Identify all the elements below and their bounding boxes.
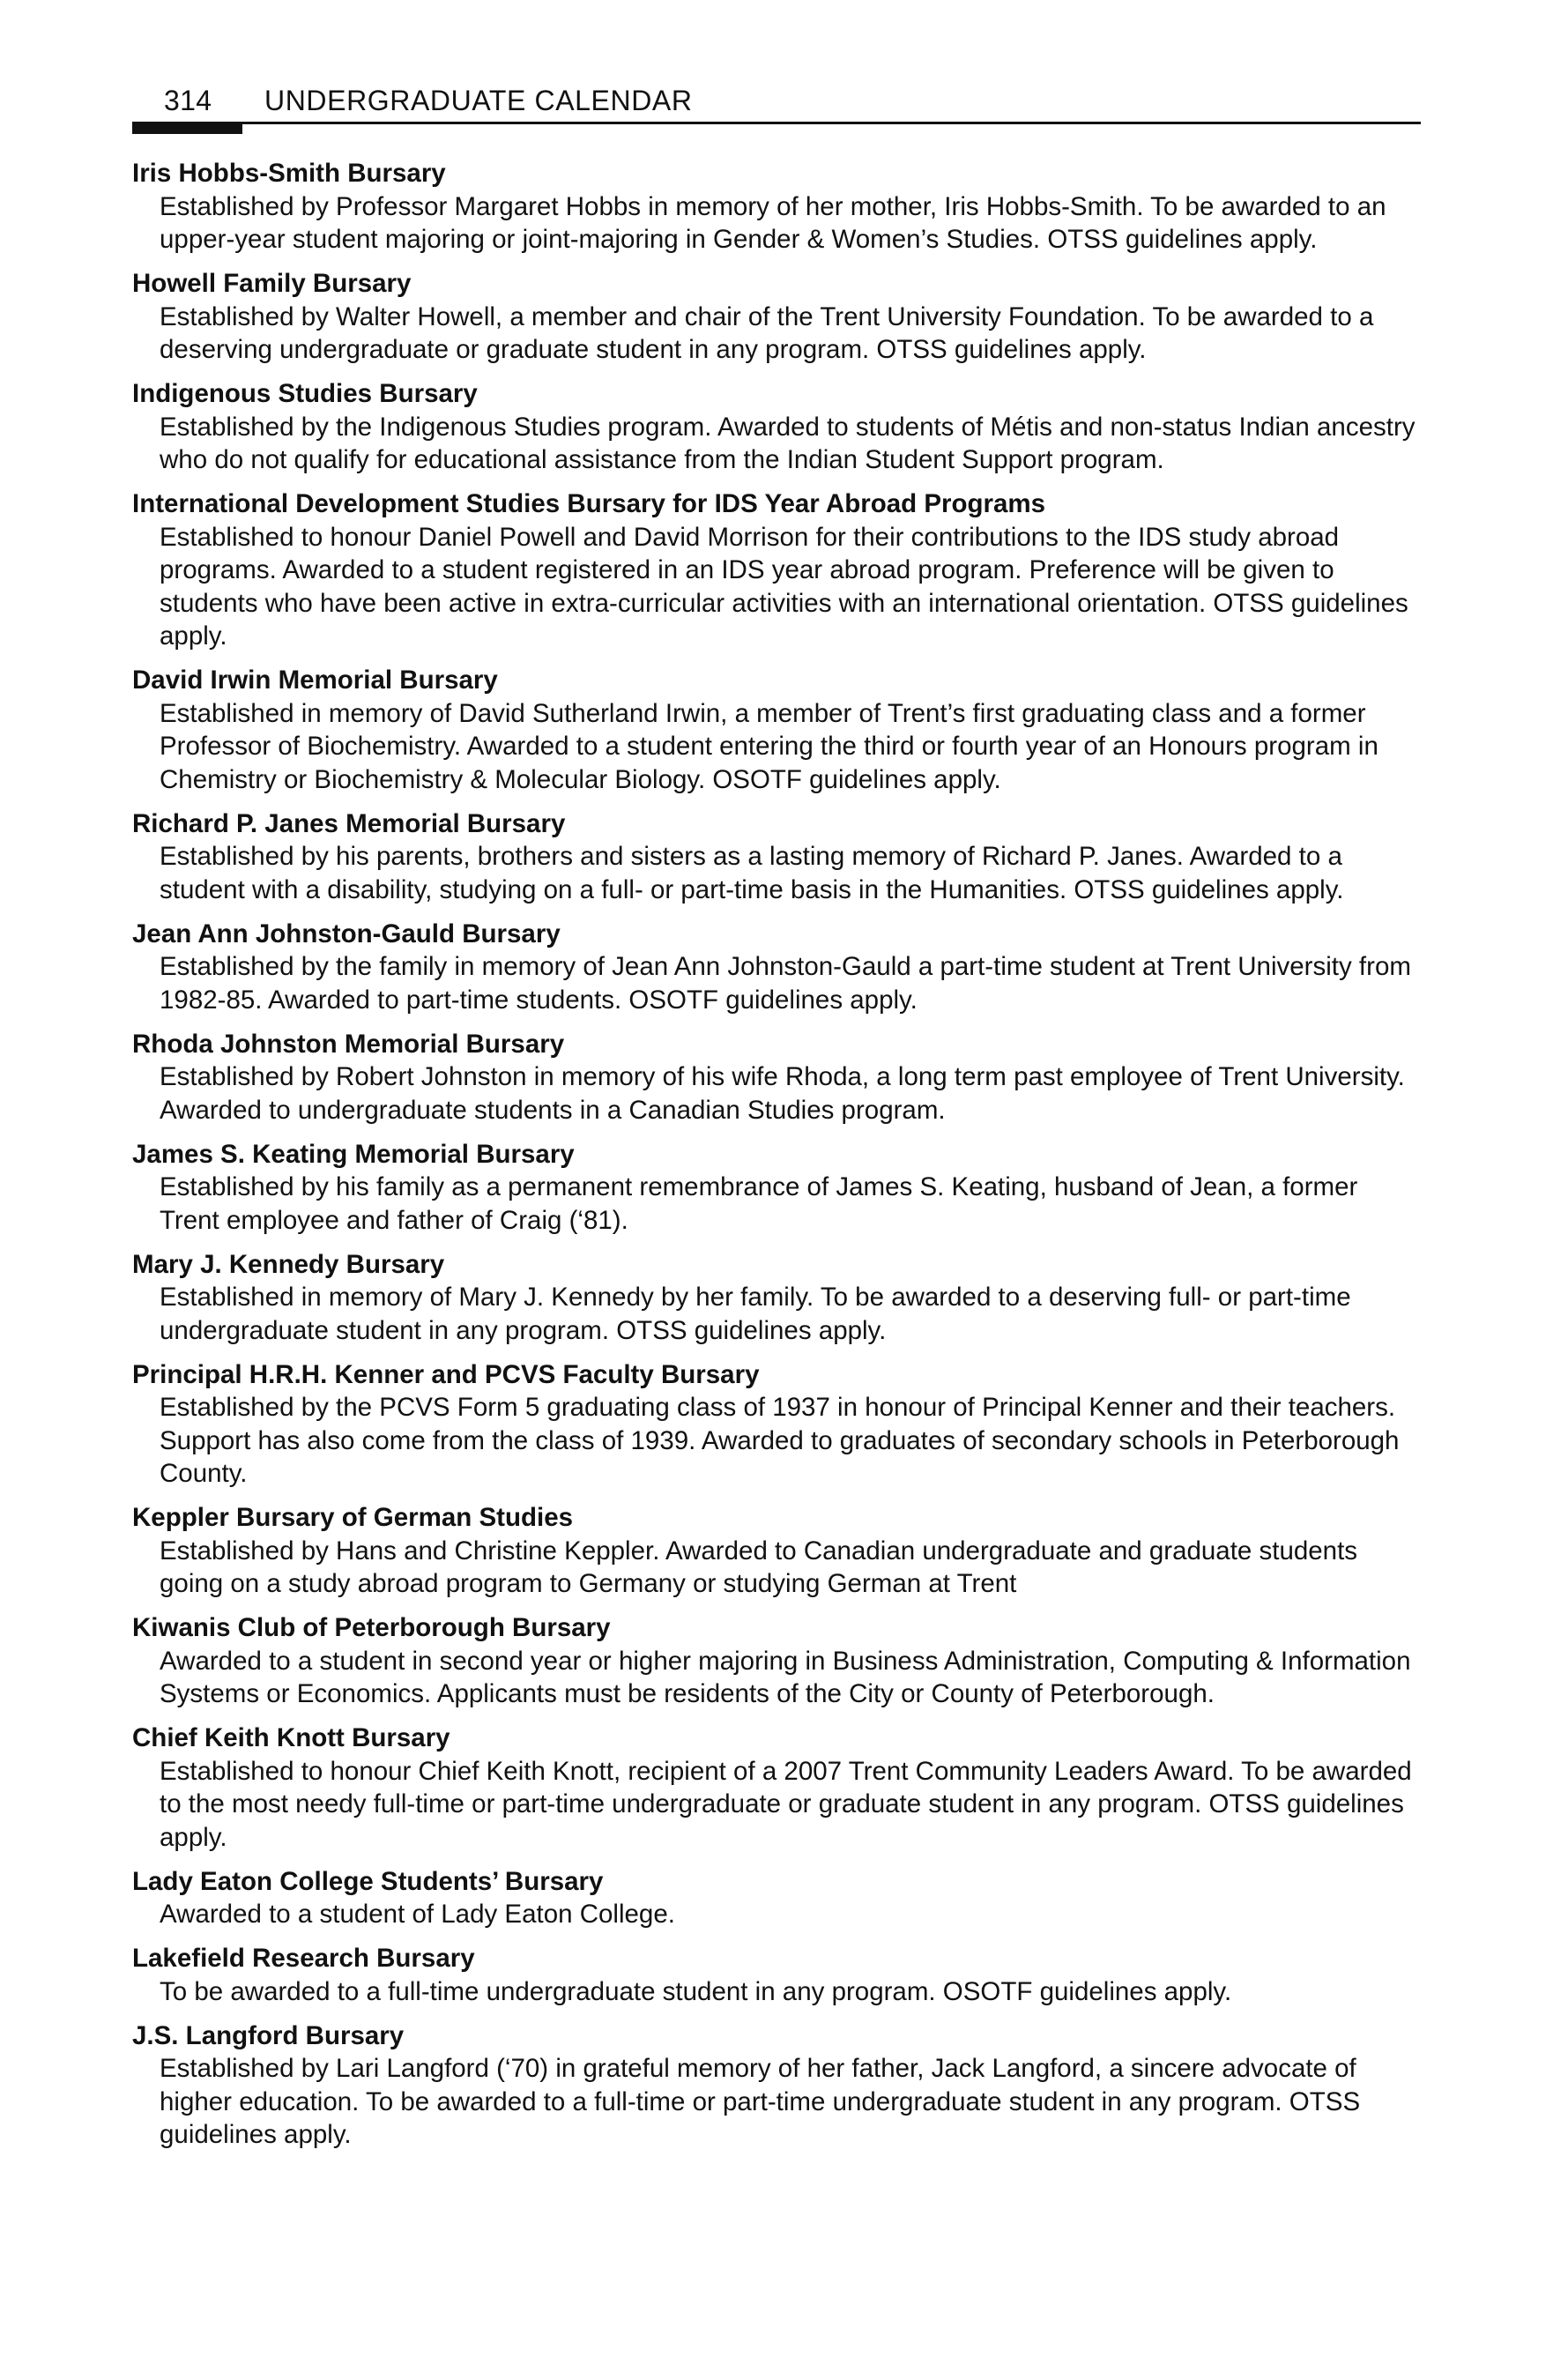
bursary-list — [132, 157, 1423, 2162]
bursary-description: Established by Lari Langford (‘70) in grateful memory of her father, Jack Langford, a sincere advocate of higher education. To be awarded to a full-time or part-time undergraduate student in any program. OTSS guidelines apply. — [160, 2054, 1361, 2149]
bursary-title: James S. Keating Memorial Bursary — [132, 1139, 575, 1169]
bursary-title: J.S. Langford Bursary — [132, 2020, 405, 2050]
bursary-entry — [132, 1248, 1423, 1348]
bursary-title: Mary J. Kennedy Bursary — [132, 1249, 445, 1279]
bursary-description: Established by the Indigenous Studies program. Awarded to students of Métis and non-status Indian ancestry who do not qualify for educational assistance from the Indian Student Support program. — [160, 412, 1416, 474]
bursary-title: Principal H.R.H. Kenner and PCVS Faculty Bursary — [132, 1359, 760, 1389]
page-number: 314 — [164, 85, 212, 116]
bursary-description: Established by his parents, brothers and sisters as a lasting memory of Richard P. Janes. Awarded to a student with a disability, studying on a full- or part-time basis in the Humanities. OTSS guidelines apply. — [160, 842, 1344, 904]
bursary-description: To be awarded to a full-time undergraduate student in any program. OSOTF guidelines apply. — [160, 1976, 1232, 2006]
bursary-description: Established by Professor Margaret Hobbs in memory of her mother, Iris Hobbs-Smith. To be awarded to an upper-year student majoring or joint-majoring in Gender & Women’s Studies. OTSS guidelines apply. — [160, 191, 1386, 254]
bursary-entry — [132, 1138, 1423, 1238]
bursary-entry — [132, 1028, 1423, 1127]
bursary-entry — [132, 487, 1423, 653]
bursary-entry — [132, 267, 1423, 367]
bursary-entry — [132, 1722, 1423, 1854]
bursary-entry — [132, 1358, 1423, 1491]
bursary-title: Kiwanis Club of Peterborough Bursary — [132, 1613, 611, 1642]
bursary-title: Keppler Bursary of German Studies — [132, 1503, 574, 1532]
bursary-title: Lady Eaton College Students’ Bursary — [132, 1866, 604, 1896]
bursary-title: Iris Hobbs-Smith Bursary — [132, 159, 446, 188]
bursary-description: Established to honour Chief Keith Knott, recipient of a 2007 Trent Community Leaders Award. To be awarded to the most needy full-time or part-time undergraduate or graduate student in any program. OTSS guidelines apply. — [160, 1756, 1412, 1852]
bursary-description: Awarded to a student of Lady Eaton College. — [160, 1900, 675, 1929]
bursary-description: Established in memory of David Sutherland Irwin, a member of Trent’s first graduating class and a former Professor of Biochemistry. Awarded to a student entering the third or fourth year of an Honours program in Chemistry or Biochemistry & Molecular Biology. OSOTF guidelines apply. — [160, 698, 1378, 794]
bursary-entry — [132, 2019, 1423, 2152]
header-tab-bar — [132, 124, 242, 134]
bursary-title: International Development Studies Bursary for IDS Year Abroad Programs — [132, 489, 1046, 518]
bursary-title: Richard P. Janes Memorial Bursary — [132, 808, 566, 838]
bursary-description: Established by the PCVS Form 5 graduating class of 1937 in honour of Principal Kenner and their teachers. Support has also come from the class of 1939. Awarded to graduates of secondary schools in Peterborough County. — [160, 1393, 1400, 1488]
bursary-description: Established by Hans and Christine Keppler. Awarded to Canadian undergraduate and graduate students going on a study abroad program to Germany or studying German at Trent — [160, 1536, 1358, 1598]
bursary-title: Jean Ann Johnston-Gauld Bursary — [132, 919, 561, 948]
bursary-entry — [132, 157, 1423, 257]
bursary-entry — [132, 1611, 1423, 1711]
bursary-title: David Irwin Memorial Bursary — [132, 666, 498, 695]
bursary-description: Established by Walter Howell, a member and chair of the Trent University Foundation. To be awarded to a deserving undergraduate or graduate student in any program. OTSS guidelines apply. — [160, 301, 1374, 364]
calendar-title: UNDERGRADUATE CALENDAR — [264, 85, 693, 116]
bursary-entry — [132, 918, 1423, 1017]
bursary-entry — [132, 664, 1423, 796]
bursary-entry — [132, 807, 1423, 907]
bursary-title: Rhoda Johnston Memorial Bursary — [132, 1029, 565, 1059]
bursary-title: Howell Family Bursary — [132, 269, 412, 298]
bursary-title: Chief Keith Knott Bursary — [132, 1723, 450, 1752]
bursary-description: Established to honour Daniel Powell and David Morrison for their contributions to the IDS study abroad programs. Awarded to a student registered in an IDS year abroad program. Preference will be given to students who have been active in extra-curricular activities with an international orientation. OTSS guidelines apply. — [160, 522, 1408, 651]
bursary-entry — [132, 1501, 1423, 1601]
bursary-description: Established in memory of Mary J. Kennedy by her family. To be awarded to a deserving full- or part-time undergraduate student in any program. OTSS guidelines apply. — [160, 1283, 1351, 1345]
bursary-entry — [132, 1942, 1423, 2008]
running-header — [132, 83, 1421, 124]
bursary-title: Indigenous Studies Bursary — [132, 379, 478, 408]
bursary-description: Awarded to a student in second year or higher majoring in Business Administration, Computing & Information Systems or Economics. Applicants must be residents of the City or County of Peterborough. — [160, 1646, 1411, 1708]
bursary-entry — [132, 1865, 1423, 1931]
bursary-entry — [132, 377, 1423, 477]
bursary-description: Established by the family in memory of Jean Ann Johnston-Gauld a part-time student at Trent University from 1982-85. Awarded to part-time students. OSOTF guidelines apply. — [160, 952, 1411, 1015]
bursary-description: Established by his family as a permanent remembrance of James S. Keating, husband of Jean, a former Trent employee and father of Craig (‘81). — [160, 1172, 1358, 1235]
bursary-description: Established by Robert Johnston in memory of his wife Rhoda, a long term past employee of Trent University. Awarded to undergraduate students in a Canadian Studies program. — [160, 1062, 1405, 1125]
bursary-title: Lakefield Research Bursary — [132, 1944, 475, 1973]
